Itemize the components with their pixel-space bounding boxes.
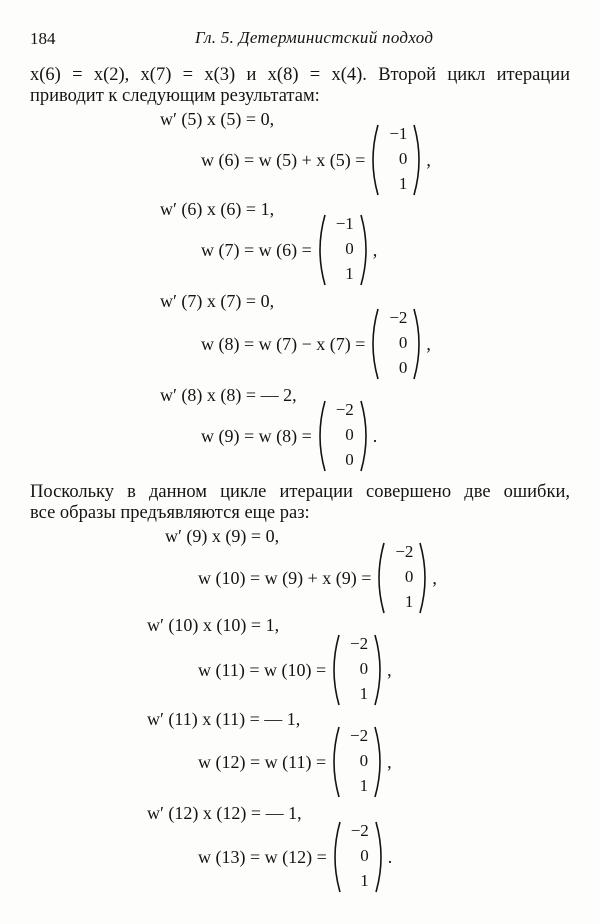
condition-equation: w′ (12) x (12) = — 1,	[147, 803, 302, 823]
equation-text: w (11) = w (10) =	[198, 659, 327, 680]
update-equation	[201, 398, 377, 474]
column-vector	[329, 819, 387, 895]
punctuation: ,	[426, 149, 431, 170]
vector-component: 0	[398, 333, 408, 352]
column-vector	[367, 122, 425, 198]
column-vector	[328, 724, 386, 800]
middle-paragraph	[30, 482, 570, 524]
vector-component: −2	[389, 308, 408, 327]
column-vector	[328, 632, 386, 708]
column-vector	[314, 398, 372, 474]
vector-component: −2	[350, 634, 369, 653]
column-vector	[373, 540, 431, 616]
vector-component: 0	[345, 425, 354, 444]
punctuation: .	[387, 846, 393, 867]
punctuation: ,	[432, 567, 437, 588]
punctuation: ,	[387, 751, 392, 772]
vector-component: −1	[335, 214, 354, 233]
vector-component: −2	[335, 400, 354, 419]
vector-component: 1	[360, 871, 369, 890]
update-equation	[201, 122, 431, 198]
equation-text: w (10) = w (9) + x (9) =	[198, 567, 372, 588]
condition-equation: w′ (5) x (5) = 0,	[160, 109, 275, 129]
intro-line: x(6) = x(2), x(7) = x(3) и x(8) = x(4). Второй цикл итерации	[30, 65, 570, 85]
column-vector	[367, 306, 425, 382]
column-vector	[314, 212, 372, 288]
update-equation	[198, 540, 437, 616]
punctuation: .	[372, 425, 378, 446]
vector-component: 0	[360, 846, 369, 865]
equation-text: w (12) = w (11) =	[198, 751, 327, 772]
vector-component: 0	[345, 239, 354, 258]
equation-text: w (13) = w (12) =	[198, 846, 327, 867]
update-equation	[201, 306, 431, 382]
running-title: Гл. 5. Детерминистский подход	[195, 28, 434, 47]
condition-equation: w′ (8) x (8) = — 2,	[160, 385, 297, 405]
middle-line: все образы предъявляются еще раз:	[30, 503, 310, 523]
condition-equation: w′ (6) x (6) = 1,	[160, 199, 275, 219]
vector-component: 1	[398, 174, 408, 193]
vector-component: 0	[398, 358, 408, 377]
update-equation	[201, 212, 377, 288]
punctuation: ,	[387, 659, 392, 680]
vector-component: −2	[350, 726, 369, 745]
intro-line: приводит к следующим результатам:	[30, 86, 320, 106]
vector-component: 0	[345, 450, 354, 469]
intro-paragraph	[30, 65, 570, 107]
vector-component: −2	[350, 821, 369, 840]
update-equation	[198, 724, 392, 800]
punctuation: ,	[372, 239, 378, 260]
vector-component: −1	[389, 124, 408, 143]
vector-component: 0	[404, 567, 414, 586]
condition-equation: w′ (9) x (9) = 0,	[165, 526, 280, 546]
vector-component: 1	[345, 264, 354, 283]
condition-equation: w′ (7) x (7) = 0,	[160, 291, 275, 311]
equation-text: w (6) = w (5) + x (5) =	[201, 149, 366, 170]
condition-equation: w′ (11) x (11) = — 1,	[147, 709, 301, 729]
vector-component: 1	[404, 592, 414, 611]
update-equation	[198, 819, 392, 895]
page-number: 184	[30, 29, 56, 48]
update-equation	[198, 632, 392, 708]
vector-component: 1	[359, 684, 369, 703]
vector-component: 0	[359, 751, 369, 770]
equation-text: w (9) = w (8) =	[201, 425, 312, 446]
punctuation: ,	[426, 333, 431, 354]
condition-equation: w′ (10) x (10) = 1,	[147, 615, 280, 635]
vector-component: −2	[395, 542, 414, 561]
vector-component: 1	[359, 776, 369, 795]
middle-line: Поскольку в данном цикле итерации совершено две ошибки,	[30, 482, 570, 502]
vector-component: 0	[359, 659, 369, 678]
equation-text: w (8) = w (7) − x (7) =	[201, 333, 366, 354]
vector-component: 0	[398, 149, 408, 168]
equation-text: w (7) = w (6) =	[201, 239, 312, 260]
